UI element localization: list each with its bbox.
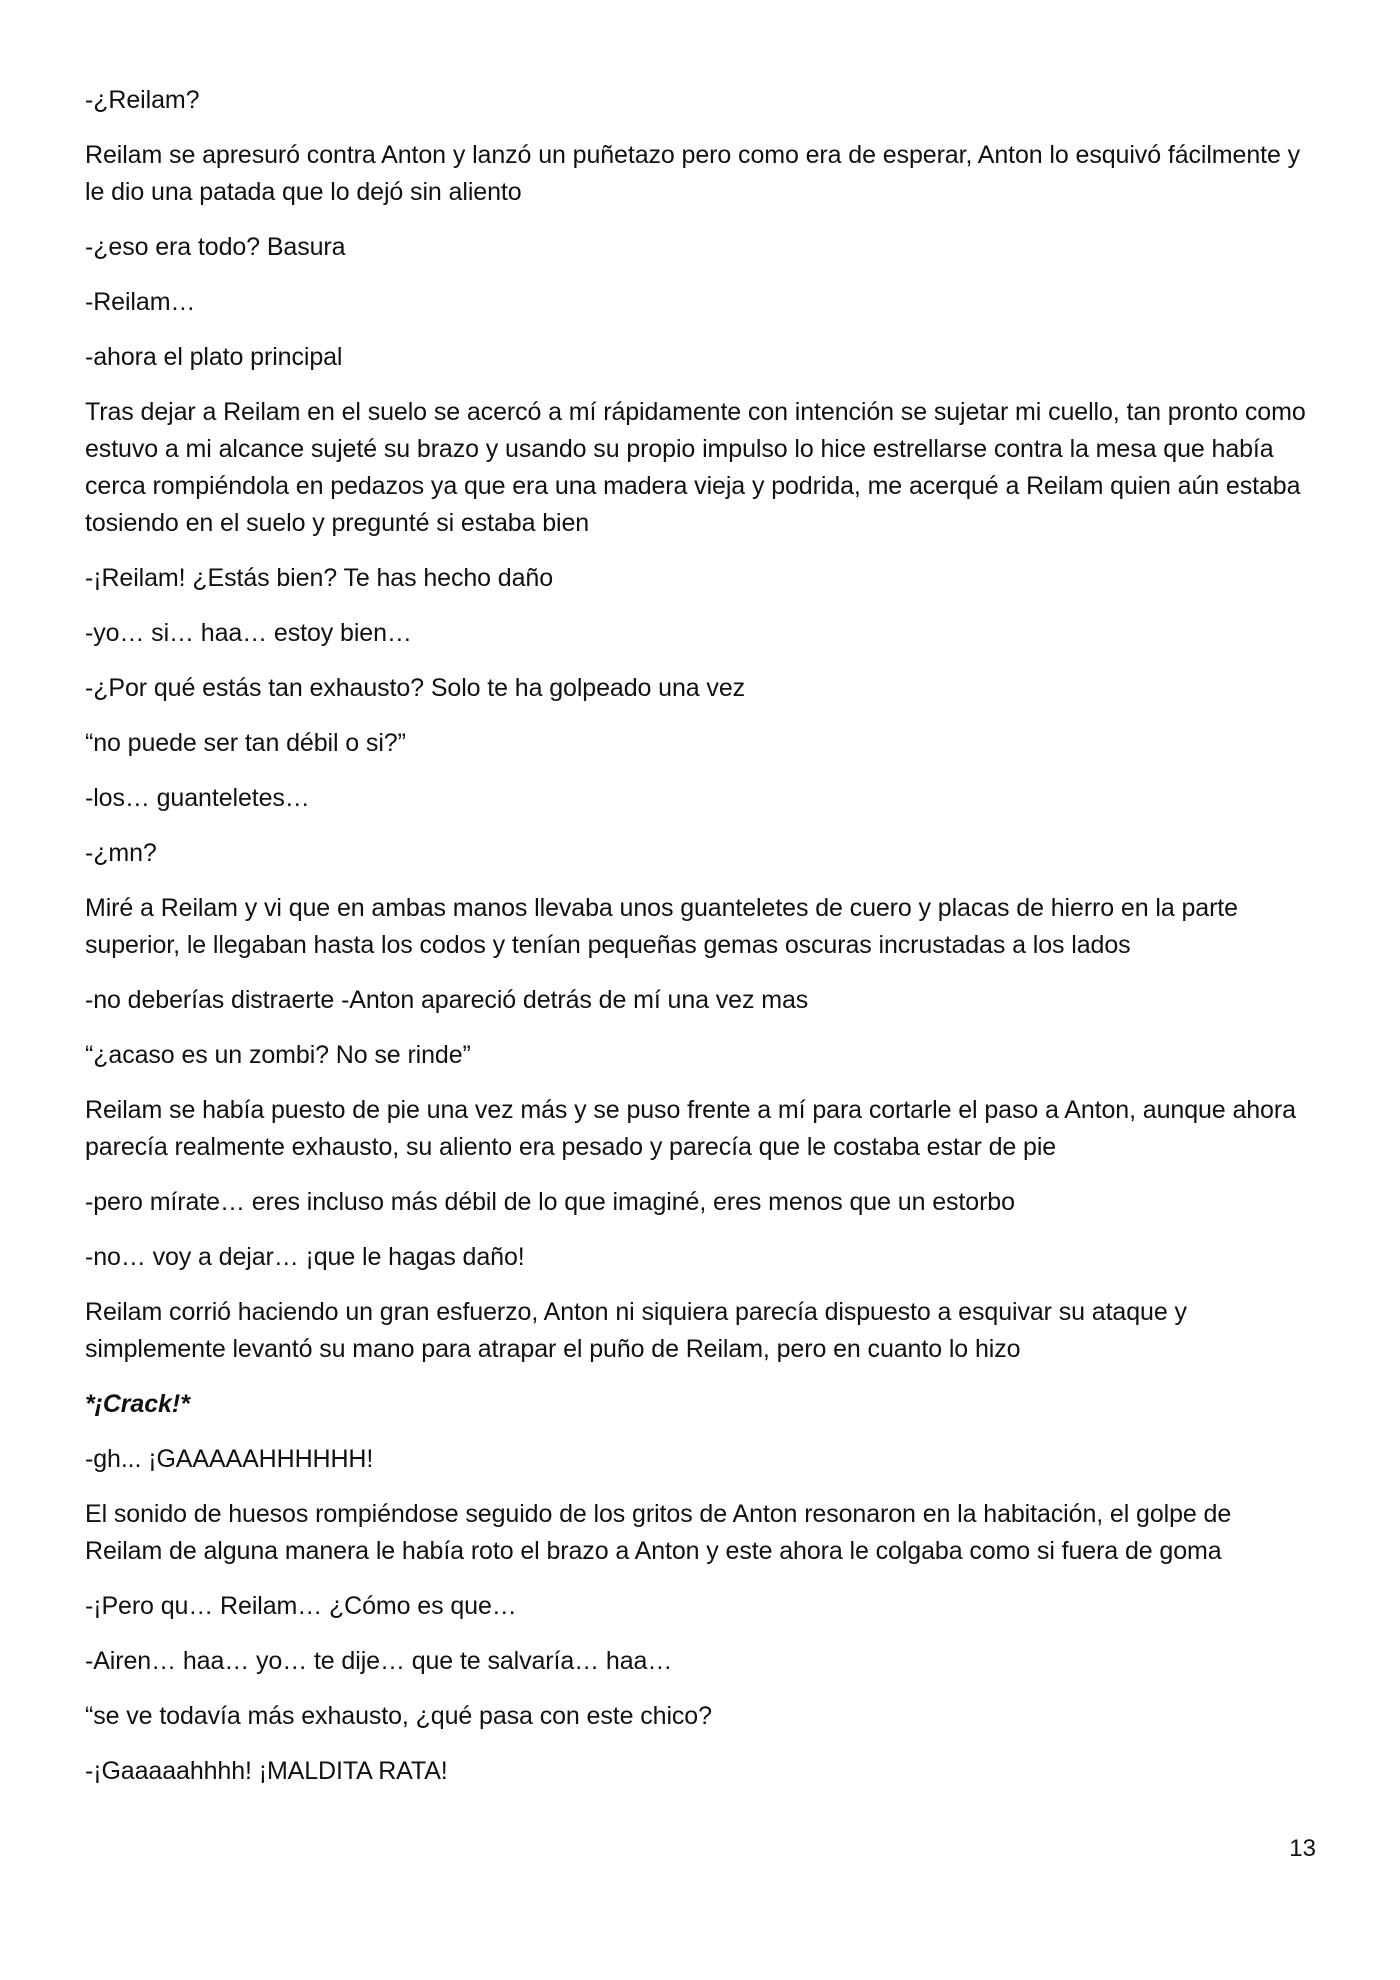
paragraph: -yo… si… haa… estoy bien… — [85, 619, 412, 647]
text-body — [85, 82, 1315, 1808]
paragraph: -gh... ¡GAAAAAHHHHHH! — [85, 1445, 374, 1473]
paragraph: -Airen… haa… yo… te dije… que te salvaría… haa… — [85, 1647, 673, 1675]
paragraph: “se ve todavía más exhausto, ¿qué pasa con este chico? — [85, 1702, 712, 1730]
paragraph: -¿Por qué estás tan exhausto? Solo te ha golpeado una vez — [85, 674, 746, 702]
paragraph: -¡Gaaaaahhhh! ¡MALDITA RATA! — [85, 1757, 448, 1785]
paragraph: -¡Reilam! ¿Estás bien? Te has hecho daño — [85, 564, 554, 592]
page-number: 13 — [1289, 1835, 1316, 1862]
paragraph: -¿mn? — [85, 839, 157, 867]
paragraph: Reilam corrió haciendo un gran esfuerzo, Anton ni siquiera parecía dispuesto a esquivar su ataque y simplemente levantó su mano para atrapar el puño de Reilam, pero en cuanto lo hizo — [85, 1298, 1187, 1363]
paragraph: -no deberías distraerte -Anton apareció detrás de mí una vez mas — [85, 986, 809, 1014]
paragraph: -no… voy a dejar… ¡que le hagas daño! — [85, 1243, 525, 1271]
paragraph: -¿Reilam? — [85, 86, 200, 114]
paragraph: -los… guanteletes… — [85, 784, 310, 812]
paragraph: -¡Pero qu… Reilam… ¿Cómo es que… — [85, 1592, 517, 1620]
paragraph: Reilam se había puesto de pie una vez más y se puso frente a mí para cortarle el paso a Anton, aunque ahora parecía realmente exhausto, su aliento era pesado y parecía que le costaba estar de pie — [85, 1096, 1296, 1161]
sound-effect: *¡Crack!* — [85, 1390, 190, 1418]
paragraph: Miré a Reilam y vi que en ambas manos llevaba unos guanteletes de cuero y placas de hierro en la parte superior, le llegaban hasta los codos y tenían pequeñas gemas oscuras incrustadas a los lados — [85, 894, 1238, 959]
paragraph: Reilam se apresuró contra Anton y lanzó un puñetazo pero como era de esperar, Anton lo esquivó fácilmente y le dio una patada que lo dejó sin aliento — [85, 141, 1301, 206]
paragraph: “no puede ser tan débil o si?” — [85, 729, 406, 757]
paragraph: El sonido de huesos rompiéndose seguido de los gritos de Anton resonaron en la habitación, el golpe de Reilam de alguna manera le había roto el brazo a Anton y este ahora le colgaba como si fuera de goma — [85, 1500, 1232, 1565]
paragraph: -ahora el plato principal — [85, 343, 343, 371]
paragraph: Tras dejar a Reilam en el suelo se acercó a mí rápidamente con intención se sujetar mi cuello, tan pronto como estuvo a mi alcance sujeté su brazo y usando su propio impulso lo hice estrellarse contra la mesa que había cerca rompiéndola en pedazos ya que era una madera vieja y podrida, me acerqué a Reilam quien aún estaba tosiendo en el suelo y pregunté si estaba bien — [85, 398, 1306, 537]
paragraph: -pero mírate… eres incluso más débil de lo que imaginé, eres menos que un estorbo — [85, 1188, 1015, 1216]
paragraph: -¿eso era todo? Basura — [85, 233, 346, 261]
paragraph: -Reilam… — [85, 288, 196, 316]
paragraph: “¿acaso es un zombi? No se rinde” — [85, 1041, 471, 1069]
